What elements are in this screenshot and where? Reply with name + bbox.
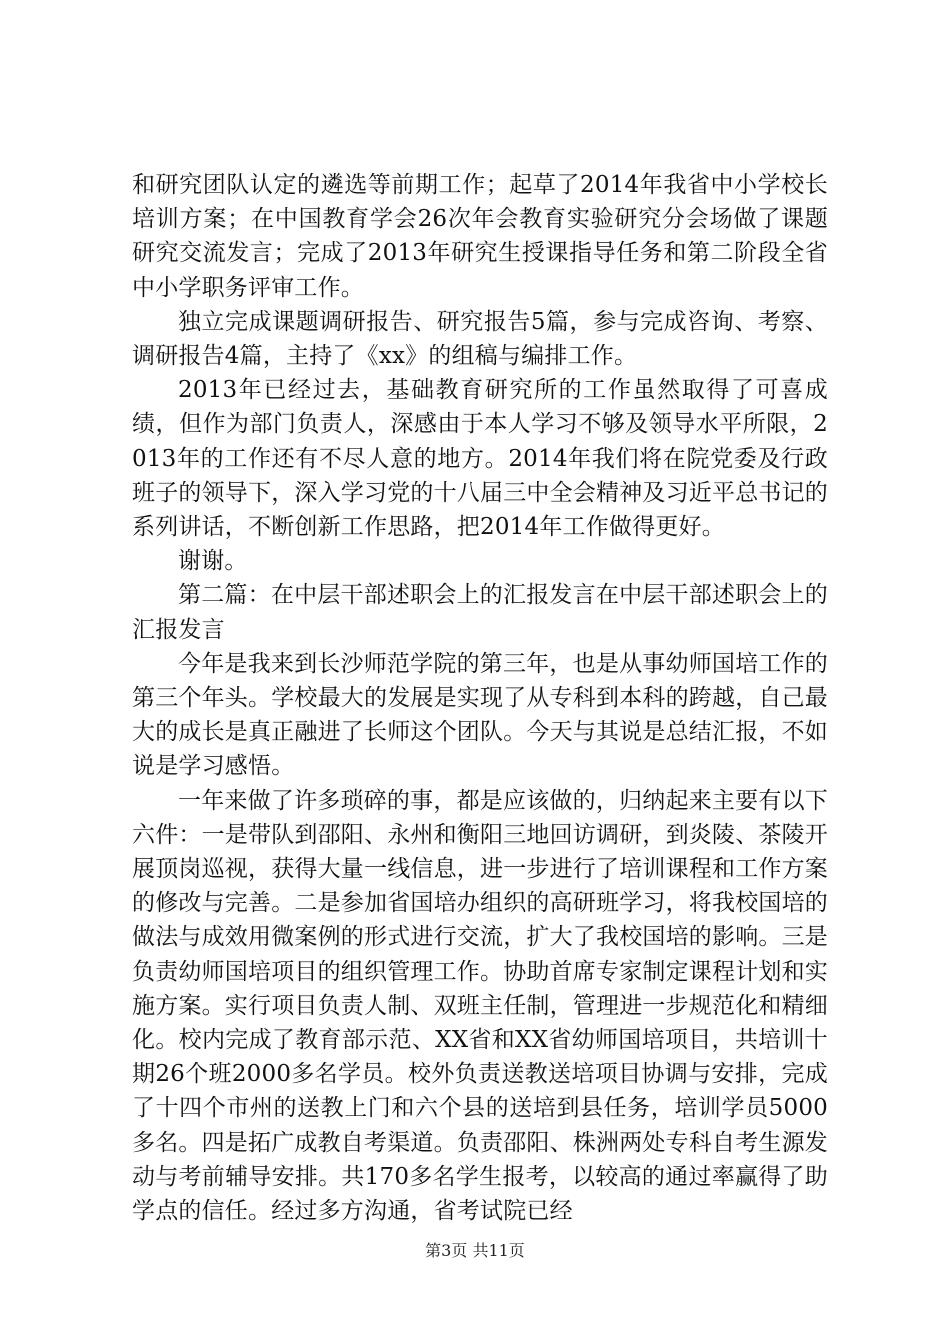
paragraph-6: 今年是我来到长沙师范学院的第三年，也是从事幼师国培工作的第三个年头。学校最大的发展是实现了从专科到本科的跨越，自己最大的成长是真正融进了长师这个团队。今天与其说是总结汇报，不如说是学习感悟。 xyxy=(132,650,828,780)
page-footer xyxy=(0,1241,950,1261)
section-heading-paragraph: 第二篇：在中层干部述职会上的汇报发言在中层干部述职会上的汇报发言 xyxy=(132,582,828,643)
paragraph-1: 和研究团队认定的遴选等前期工作；起草了2014年我省中小学校长培训方案；在中国教育学会26次年会教育实验研究分会场做了课题研究交流发言；完成了2013年研究生授课指导任务和第二阶段全省中小学职务评审工作。 xyxy=(132,172,828,301)
paragraph-4: 谢谢。 xyxy=(178,548,248,575)
page-number: 第3页 共11页 xyxy=(425,1241,525,1260)
paragraph-3: 2013年已经过去，基础教育研究所的工作虽然取得了可喜成绩，但作为部门负责人，深感由于本人学习不够及领导水平所限，2013年的工作还有不尽人意的地方。2014年我们将在院党委及行政班子的领导下，深入学习党的十八届三中全会精神及习近平总书记的系列讲话，不断创新工作思路，把2014年工作做得更好。 xyxy=(132,377,828,541)
document-body xyxy=(132,168,828,1228)
paragraph-7: 一年来做了许多琐碎的事，都是应该做的，归纳起来主要有以下六件：一是带队到邵阳、永州和衡阳三地回访调研，到炎陵、茶陵开展顶岗巡视，获得大量一线信息，进一步进行了培训课程和工作方案的修改与完善。二是参加省国培办组织的高研班学习，将我校国培的做法与成效用微案例的形式进行交流，扩大了我校国培的影响。三是负责幼师国培项目的组织管理工作。协助首席专家制定课程计划和实施方案。实行项目负责人制、双班主任制，管理进一步规范化和精细化。校内完成了教育部示范、XX省和XX省幼师国培项目，共培训十期26个班2000多名学员。校外负责送教送培项目协调与安排，完成了十四个市州的送教上门和六个县的送培到县任务，培训学员5000多名。四是拓广成教自考渠道。负责邵阳、株洲两处专科自考生源发动与考前辅导安排。共170多名学生报考，以较高的通过率赢得了助学点的信任。经过多方沟通，省考试院已经 xyxy=(132,787,828,1225)
paragraph-2: 独立完成课题调研报告、研究报告5篇，参与完成咨询、考察、调研报告4篇，主持了《xx》的组稿与编排工作。 xyxy=(132,308,828,370)
